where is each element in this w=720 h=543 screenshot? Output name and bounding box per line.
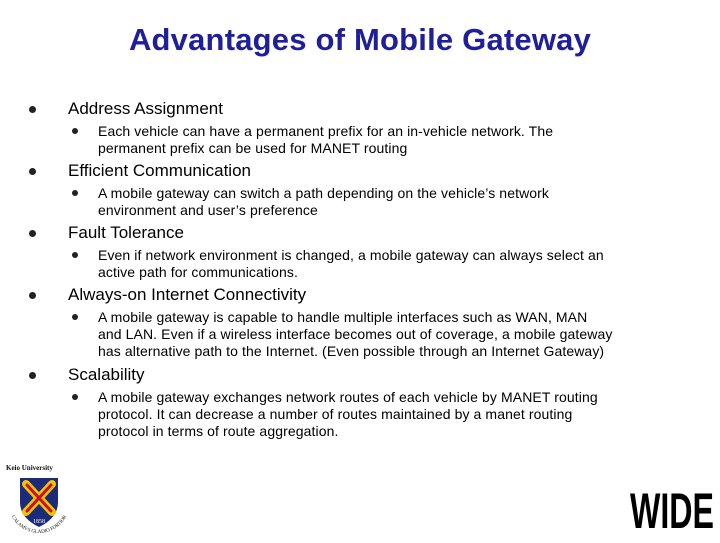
sub-bullet-dot-icon: [72, 314, 78, 320]
keio-logo-year: 1858: [33, 519, 45, 525]
sub-bullet-line: Even if network environment is changed, a mobile gateway can always select an: [98, 247, 604, 263]
sub-bullet-line: A mobile gateway exchanges network routes of each vehicle by MANET routing: [98, 389, 598, 405]
bullet-heading: Fault Tolerance: [68, 223, 184, 242]
bullet-item: [68, 161, 251, 181]
bullet-heading: Always-on Internet Connectivity: [68, 285, 307, 304]
sub-bullet-item: [98, 247, 678, 281]
bullet-item: [68, 365, 145, 385]
sub-bullet-dot-icon: [72, 128, 78, 134]
bullet-dot-icon: [29, 168, 36, 175]
bullet-item: [68, 99, 223, 119]
sub-bullet-item: [98, 309, 678, 360]
bullet-item: [68, 285, 306, 305]
bullet-dot-icon: [29, 106, 36, 113]
bullet-item: [68, 223, 184, 243]
bullet-heading: Address Assignment: [68, 99, 223, 118]
slide-title: Advantages of Mobile Gateway: [128, 22, 592, 57]
sub-bullet-item: [98, 185, 678, 219]
wide-logo-text: WIDE: [630, 484, 714, 534]
sub-bullet-item: [98, 123, 678, 157]
sub-bullet-line: A mobile gateway can switch a path depending on the vehicle’s network: [98, 185, 550, 201]
bullet-dot-icon: [29, 292, 36, 299]
bullet-dot-icon: [29, 372, 36, 379]
sub-bullet-line: Each vehicle can have a permanent prefix for an in-vehicle network. The: [98, 123, 554, 139]
sub-bullet-line: active path for communications.: [98, 264, 298, 280]
keio-university-name: Keio University: [6, 464, 53, 472]
sub-bullet-line: permanent prefix can be used for MANET routing: [98, 140, 408, 156]
bullet-heading: Scalability: [68, 365, 145, 384]
bullet-dot-icon: [29, 230, 36, 237]
sub-bullet-dot-icon: [72, 252, 78, 258]
keio-logo-motto: CALAMVS GLADIO FORTIOR: [9, 514, 69, 536]
sub-bullet-dot-icon: [72, 190, 78, 196]
sub-bullet-dot-icon: [72, 394, 78, 400]
keio-university-logo: [2, 472, 76, 543]
sub-bullet-line: environment and user’s preference: [98, 202, 318, 218]
sub-bullet-line: protocol in terms of route aggregation.: [98, 423, 339, 439]
sub-bullet-line: protocol. It can decrease a number of routes maintained by a manet routing: [98, 406, 573, 422]
wide-project-logo: [628, 484, 716, 539]
bullet-heading: Efficient Communication: [68, 161, 251, 180]
sub-bullet-line: A mobile gateway is capable to handle multiple interfaces such as WAN, MAN: [98, 309, 588, 325]
sub-bullet-item: [98, 389, 678, 440]
sub-bullet-line: has alternative path to the Internet. (Even possible through an Internet Gateway): [98, 343, 605, 359]
sub-bullet-line: and LAN. Even if a wireless interface becomes out of coverage, a mobile gateway: [98, 326, 613, 342]
